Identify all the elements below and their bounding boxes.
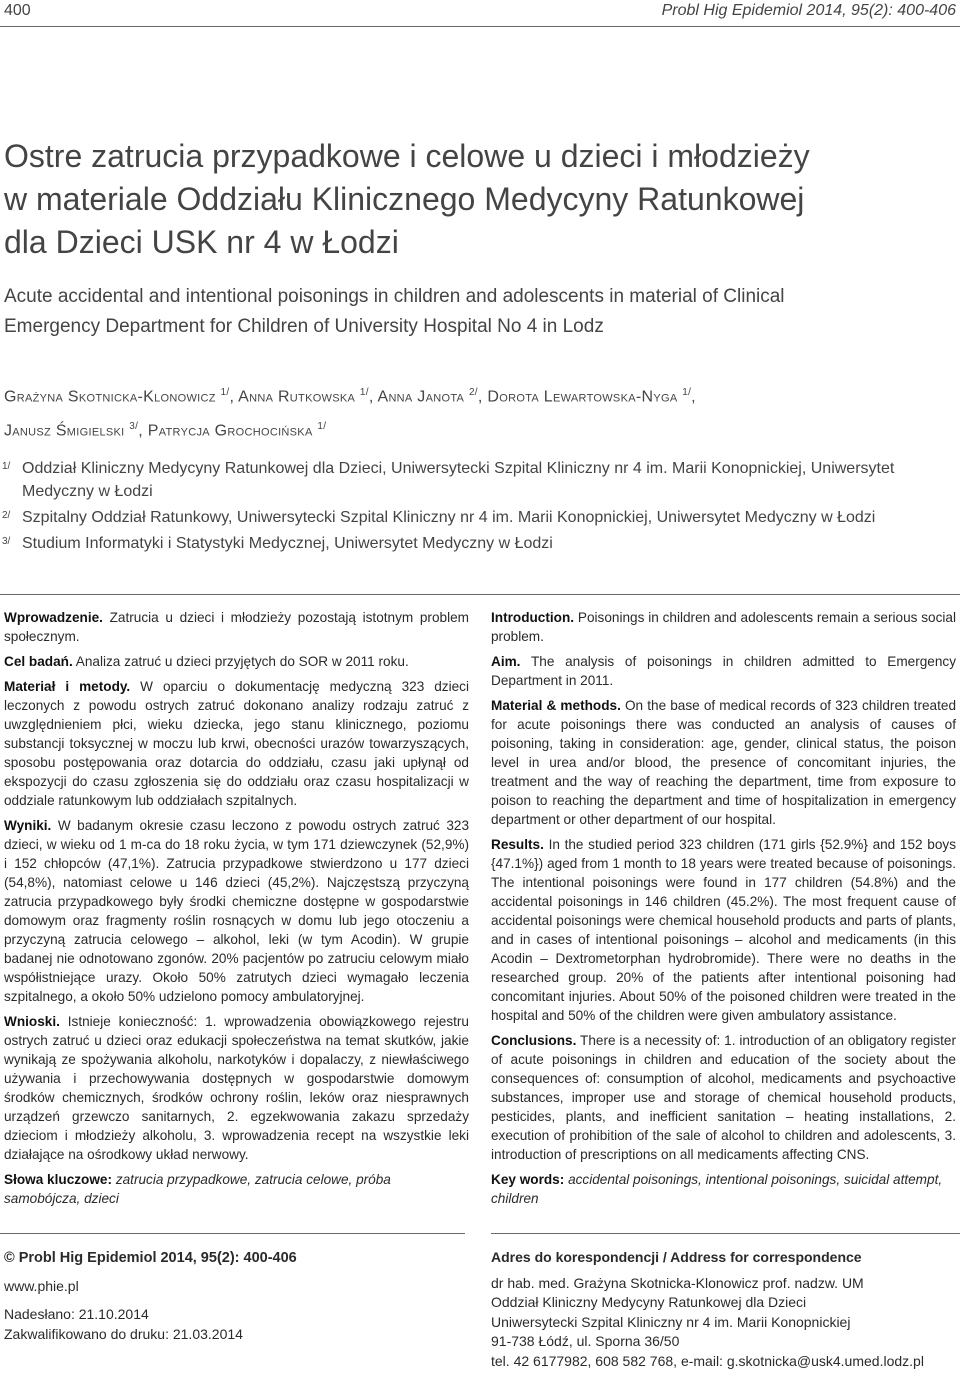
section-text: The analysis of poisonings in children admitted to Emergency Department in 2011.: [491, 654, 957, 688]
keywords-polish: [4, 1170, 469, 1208]
section-label: Introduction.: [491, 610, 575, 625]
affiliation-mark: 3/: [2, 536, 11, 547]
section-label: Wprowadzenie.: [4, 610, 103, 625]
section-text: W oparciu o dokumentację medyczną 323 dzieci leczonych z powodu ostrych zatruć dokonano analizy rodzaju zatruć z uwzględnieniem płci, wieku dziecka, jego stanu klinicznego, poziomu substancji toksycznej w moczu lub krwi, obecności urazów towarzyszących, sposobu postępowania oraz dotarcia do oddziału, czasu jaki upłynął od ekspozycji do czasu zgłoszenia się do oddziału oraz czasu hospitalizacji w oddziale ratunkowym lub oddziałach szpitalnych.: [4, 679, 469, 808]
affiliation-text: Studium Informatyki i Statystyki Medycznej, Uniwersytet Medyczny w Łodzi: [22, 535, 553, 552]
correspondence-address: [491, 1248, 960, 1371]
author-name: Anna Janota: [377, 388, 465, 406]
correspondence-line: 91-738 Łódź, ul. Sporna 36/50: [491, 1333, 680, 1349]
journal-website-link[interactable]: www.phie.pl: [4, 1278, 79, 1294]
abstract-divider: [0, 594, 960, 595]
section-label: Results.: [491, 837, 544, 852]
title-polish-line: dla Dzieci USK nr 4 w Łodzi: [4, 224, 399, 260]
author-name: Anna Rutkowska: [238, 388, 356, 406]
author-affiliation-mark: 2/: [468, 387, 478, 398]
affiliation-text: Szpitalny Oddział Ratunkowy, Uniwersytecki Szpital Kliniczny nr 4 im. Marii Konopnickiej, Uniwersytet Medyczny w Łodzi: [22, 509, 876, 526]
title-english: [4, 282, 954, 342]
affiliation-item: [0, 532, 956, 555]
affiliation-item: [0, 506, 956, 529]
abstract-polish: [4, 608, 469, 1214]
affiliation-mark: 1/: [2, 461, 11, 472]
section-label: Wyniki.: [4, 818, 52, 833]
abstract-section-methods: [4, 677, 469, 810]
affiliation-list: [0, 457, 956, 558]
author-affiliation-mark: 1/: [220, 387, 230, 398]
section-text: Zatrucia u dzieci i młodzieży pozostają istotnym problem społecznym.: [4, 610, 469, 644]
keywords-text: zatrucia przypadkowe, zatrucia celowe, próba samobójcza, dzieci: [4, 1172, 391, 1206]
section-text: Istnieje konieczność: 1. wprowadzenia obowiązkowego rejestru ostrych zatruć u dzieci oraz edukacji społeczeństwa na temat skutków, jakie wynikają ze spożywania alkoholu, narkotyków i dopalaczy, z niewłaściwego używania i przechowywania dostępnych w gospodarstwie domowym środków chemicznych, środków ochrony roślin, leków oraz niesprawnych urządzeń grzewczo sanitarnych, 2. egzekwowania zakazu sprzedaży dzieciom i młodzieży alkoholu, 3. wprowadzenia recept na wszystkie leki działające na ośrodkowy układ nerwowy.: [4, 1014, 469, 1162]
author-list: Grażyna Skotnicka-Klonowicz $^{1/}$, Anna Rutkowska $^{1/}$, Anna Janota $^{2/}$, Dorota Lewartowska-Nyga $^{1/}$, Janusz Śmigielski $^{3/}$, Patrycja Grochocińska $^{1/}$: [4, 387, 696, 440]
section-text: On the base of medical records of 323 children treated for acute poisonings there was conducted an analysis of causes of poisoning, taking in consideration: age, gender, clinical status, the poison level in urea and/or blood, the presence of concomitant injuries, the treatment and the way of reaching the department, time from exposure to poison to reaching the department and time of hospitalization in emergency department or other department of our hospital.: [491, 698, 957, 827]
correspondence-contact: tel. 42 6177982, 608 582 768, e-mail: g.skotnicka@usk4.umed.lodz.pl: [491, 1352, 924, 1369]
abstract-section-results: [491, 835, 956, 1025]
author-name: Dorota Lewartowska-Nyga: [487, 388, 678, 406]
title-english-line: Emergency Department for Children of University Hospital No 4 in Lodz: [4, 316, 604, 337]
section-text: Analiza zatruć u dzieci przyjętych do SOR w 2011 roku.: [75, 654, 409, 669]
author-name: Janusz Śmigielski: [4, 422, 125, 440]
keywords-english: [491, 1170, 956, 1208]
affiliation-mark: 2/: [2, 510, 11, 521]
correspondence-line: dr hab. med. Grażyna Skotnicka-Klonowicz prof. nadzw. UM: [491, 1274, 864, 1291]
footer-divider-left: [0, 1233, 465, 1234]
running-header: [0, 0, 960, 24]
author-affiliation-mark: 1/: [317, 421, 327, 433]
section-label: Cel badań.: [4, 654, 73, 669]
section-text: Poisonings in children and adolescents remain a serious social problem.: [491, 610, 956, 644]
header-divider: [0, 26, 960, 27]
author-affiliation-mark: 3/: [129, 421, 139, 433]
abstract-english: [491, 608, 956, 1214]
affiliation-text: Oddział Kliniczny Medycyny Ratunkowej dla Dzieci, Uniwersytecki Szpital Kliniczny nr 4 im. Marii Konopnickiej, Uniwersytet Medyczny w Łodzi: [22, 460, 895, 500]
abstract-section-aim: [4, 652, 469, 671]
author-affiliation-mark: 1/: [682, 387, 692, 398]
section-text: There is a necessity of: 1. introduction of an obligatory register of acute poisonings in children and education of the society about the consequences of: consumption of alcohol, medicaments and psychoactive substances, improper use and storage of chemical household products, pesticides, plants, and inefficient sanitation – heating installations, 2. execution of prohibition of the sale of alcohol to children and adolescents, 3. introduction of prescriptions on all medicaments affecting CNS.: [491, 1033, 957, 1162]
section-label: Conclusions.: [491, 1033, 577, 1048]
journal-citation: Probl Hig Epidemiol 2014, 95(2): 400-406: [661, 2, 956, 19]
copyright-citation: © Probl Hig Epidemiol 2014, 95(2): 400-406: [4, 1250, 297, 1266]
title-polish-line: Ostre zatrucia przypadkowe i celowe u dzieci i młodzieży: [4, 138, 810, 174]
page-number: 400: [4, 2, 31, 19]
title-polish-line: w materiale Oddziału Klinicznego Medycyny Ratunkowej: [4, 181, 805, 217]
section-text: In the studied period 323 children (171 girls {52.9%} and 152 boys {47.1%}) aged from 1 month to 18 years were treated because of poisonings. The intentional poisonings were found in 177 children (54.8%) and the accidental poisonings in 146 children (45.2%). The most frequent cause of accidental poisonings were chemical household products and parts of plants, and in cases of intentional poisonings – alcohol and medicaments (in this Acodin – Dextrometorphan hydrobromide). There were no deaths in the researched group. 20% of the patients after intentional poisoning had concomitant injuries. About 50% of the poisoned children were treated in the hospital and 50% of the children were given ambulatory assistance.: [491, 837, 956, 1023]
section-text: W badanym okresie czasu leczono z powodu ostrych zatruć 323 dzieci, w wieku od 1 m-ca do 18 roku życia, w tym 171 dziewczynek (52,9%) i 152 chłopców (47,1%). Zatrucia przypadkowe stwierdzono u 177 dzieci (54,8%), natomiast celowe u 146 dzieci (45,2%). Najczęstszą przyczyną zatrucia przypadkowego były środki chemiczne dostępne w gospodarstwie domowym oraz fragmenty roślin rosnących w domu lub jego otoczeniu a przyczyną zatrucia celowego – alkohol, leki (w tym Acodin). W grupie badanej nie odnotowano zgonów. 20% pacjentów po zatruciu celowym miało współistniejące urazy. Około 50% zatrutych dzieci wymagało leczenia szpitalnego, a około 50% udzielono pomocy ambulatoryjnej.: [4, 818, 469, 1004]
title-english-line: Acute accidental and intentional poisonings in children and adolescents in material of Clinical: [4, 286, 785, 307]
correspondence-title: Adres do korespondencji / Address for correspondence: [491, 1249, 862, 1265]
author-name: Grażyna Skotnicka-Klonowicz: [4, 388, 216, 406]
section-label: Wnioski.: [4, 1014, 60, 1029]
keywords-text: accidental poisonings, intentional poisonings, suicidal attempt, children: [491, 1172, 943, 1206]
keywords-label: Key words:: [491, 1172, 565, 1187]
received-date: Nadesłano: 21.10.2014: [4, 1306, 149, 1322]
accepted-date: Zakwalifikowano do druku: 21.03.2014: [4, 1326, 243, 1342]
abstract-section-conclusions: [4, 1012, 469, 1164]
correspondence-line: Oddział Kliniczny Medycyny Ratunkowej dla Dzieci: [491, 1294, 807, 1310]
section-label: Material & methods.: [491, 698, 621, 713]
abstract-section-intro: [4, 608, 469, 646]
section-label: Materiał i metody.: [4, 679, 131, 694]
section-label: Aim.: [491, 654, 521, 669]
abstract-section-results: [4, 816, 469, 1006]
author-affiliation-mark: 1/: [359, 387, 369, 398]
abstract-section-conclusions: [491, 1031, 956, 1164]
publication-info: [4, 1248, 464, 1344]
abstract-section-aim: [491, 652, 956, 690]
footer-divider-right: [491, 1233, 960, 1234]
author-name: Patrycja Grochocińska: [147, 422, 313, 440]
affiliation-item: [0, 457, 956, 503]
abstract-section-methods: [491, 696, 956, 829]
keywords-label: Słowa kluczowe:: [4, 1172, 113, 1187]
abstract-section-intro: [491, 608, 956, 646]
correspondence-line: Uniwersytecki Szpital Kliniczny nr 4 im. Marii Konopnickiej: [491, 1313, 851, 1330]
title-polish: [4, 135, 954, 264]
